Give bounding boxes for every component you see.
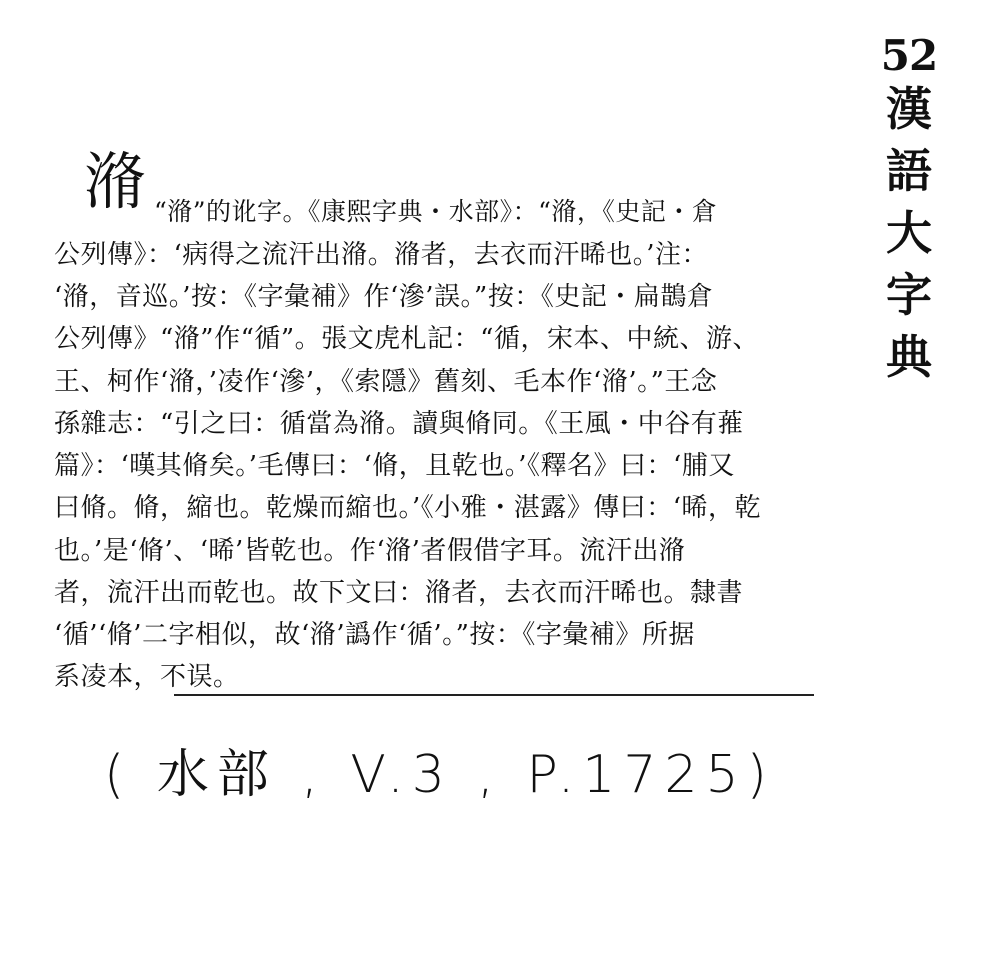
title-char-2: 語 (886, 144, 932, 198)
section-divider (174, 694, 814, 696)
dictionary-title-vertical (874, 31, 944, 388)
entry-line-7: 篇》：‘暵其脩矣。’毛傳曰：‘脩，且乾也。’《釋名》曰：‘脯又 (54, 451, 735, 481)
entry-line-3: ‘潃，音巡。’按：《字彙補》作‘滲’誤。”按：《史記・扁鵲倉 (54, 282, 714, 312)
title-char-1: 漢 (886, 82, 932, 136)
handwritten-citation: ( 水部 , V.3 , P.1725) (104, 745, 775, 805)
entry-line-8: 曰脩。脩，縮也。乾燥而縮也。’《小雅・湛露》傳曰：‘晞，乾 (54, 493, 762, 523)
page-number: 52 (880, 31, 938, 80)
entry-line-12: 系凌本，不误。 (54, 662, 240, 692)
entry-line-9: 也。’是‘脩’、‘晞’皆乾也。作‘潃’者假借字耳。流汗出潃 (54, 536, 686, 566)
entry-line-6: 孫雜志：“引之曰：循當為潃。讀與脩同。《王風・中谷有蓷 (54, 409, 744, 439)
entry-headword: 潃 (84, 145, 147, 218)
title-char-5: 典 (886, 330, 932, 384)
entry-line-2: 公列傳》：‘病得之流汗出潃。潃者，去衣而汗晞也。’注： (54, 240, 709, 270)
entry-line-11: ‘循’‘脩’二字相似，故‘潃’譌作‘循’。”按：《字彙補》所据 (54, 620, 695, 650)
entry-line-1: “潃”的讹字。《康熙字典・水部》：“潃，《史記・倉 (154, 197, 718, 226)
title-char-3: 大 (886, 206, 932, 260)
entry-line-10: 者，流汗出而乾也。故下文曰：潃者，去衣而汗晞也。隸書 (54, 578, 744, 608)
title-char-4: 字 (886, 268, 932, 322)
entry-line-5: 王、柯作‘潃，’凌作‘滲’，《索隱》舊刻、毛本作‘潃’。”王念 (54, 367, 718, 397)
entry-line-4: 公列傳》“潃”作“循”。張文虎札記：“循，宋本、中統、游、 (54, 324, 759, 354)
